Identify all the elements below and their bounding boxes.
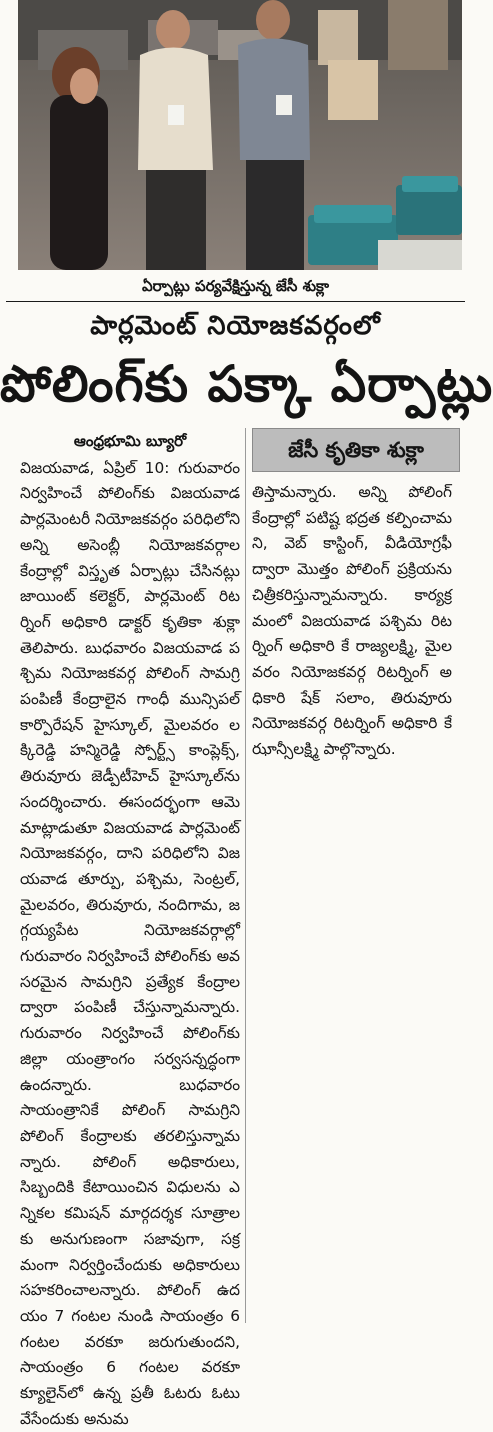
byline: ఆంధ్రభూమి బ్యూరో <box>73 432 187 450</box>
photo-illustration <box>18 0 462 270</box>
column-divider <box>245 428 246 1323</box>
main-headline: పోలింగ్‌కు పక్కా ఏర్పాట్లు <box>0 355 493 413</box>
subhead-box: జేసీ కృతికా శుక్లా <box>252 428 460 472</box>
photo-caption: ఏర్పాట్లు పర్యవేక్షిస్తున్న జేసీ శుక్లా <box>141 277 330 295</box>
article-column-right <box>252 480 452 763</box>
news-photo <box>18 0 462 270</box>
article-column-left <box>20 429 240 1428</box>
article-body-left: విజయవాడ, ఏప్రిల్ 10: గురువారం నిర్వహించే పోలింగ్‌కు విజయవాడ పార్లమెంటరీ నియోజకవర్గం పరిధిలోని అన్ని అసెంబ్లీ నియోజకవర్గాల కేంద్రాల్లో విస్తృత ఏర్పాట్లు చేసినట్లు జాయింట్ కలెక్టర్, పార్లమెంట్ రిటర్నింగ్ అధికారి డాక్టర్ కృతికా శుక్లా తెలిపారు. బుధవారం విజయవాడ పశ్చిమ నియోజకవర్గ పోలింగ్ సామగ్రి పంపిణీ కేంద్రాలైన గాంధీ మున్సిపల్ కార్పొరేషన్ హైస్కూల్, మైలవరం లక్కిరెడ్డి హన్మిరెడ్డి స్పోర్ట్స్ కాంప్లెక్స్, తిరువూరు జెడ్పీటీహెచ్ హైస్కూల్‌ను సందర్శించారు. ఈసందర్భంగా ఆమె మాట్లాడుతూ విజయవాడ పార్లమెంట్ నియోజకవర్గం, దాని పరిధిలోని విజయవాడ తూర్పు, పశ్చిమ, సెంట్రల్, మైలవరం, తిరువూరు, నందిగామ, జగ్గయ్యపేట నియోజకవర్గాల్లో గురువారం నిర్వహించే పోలింగ్‌కు అవసరమైన సామగ్రిని ప్రత్యేక కేంద్రాల ద్వారా పంపిణీ చేస్తున్నామన్నారు. గురువారం నిర్వహించే పోలింగ్‌కు జిల్లా యంత్రాంగం సర్వసన్నద్ధంగా ఉందన్నారు. బుధవారం సాయంత్రానికే పోలింగ్ సామగ్రిని పోలింగ్ కేంద్రాలకు తరలిస్తున్నామన్నారు. పోలింగ్ అధికారులు, సిబ్బందికి కేటాయించిన విధులను ఎన్నికల కమిషన్ మార్గదర్శక సూత్రాలకు అనుగుణంగా సజావుగా, సక్రమంగా నిర్వర్తించేందుకు అధికారులు సహకరించాలన్నారు. పోలింగ్ ఉదయం 7 గంటల నుండి సాయంత్రం 6గంటల వరకూ జరుగుతుందని, సాయంత్రం 6 గంటల వరకూ క్యూలైన్‌లో ఉన్న ప్రతీ ఓటరు ఓటు వేసేందుకు అనుమ <box>20 458 240 1428</box>
article-body-right: తిస్తామన్నారు. అన్ని పోలింగ్ కేంద్రాల్లో పటిష్ట భద్రత కల్పించామని, వెబ్ కాస్టింగ్, వీడియోగ్రఫీ ద్వారా మొత్తం పోలింగ్ ప్రక్రియను చిత్రీకరిస్తున్నామన్నారు. కార్యక్రమంలో విజయవాడ పశ్చిమ రిటర్నింగ్ అధికారి కే రాజ్యలక్ష్మి, మైలవరం నియోజకవర్గ రిటర్నింగ్ అధికారి షేక్ సలాం, తిరువూరు నియోజకవర్గ రిటర్నింగ్ అధికారి కే ఝాన్సీలక్ష్మి పాల్గొన్నారు. <box>252 483 452 759</box>
kicker-headline: పార్లమెంట్ నియోజకవర్గంలో <box>90 311 381 341</box>
divider-rule <box>6 301 465 302</box>
